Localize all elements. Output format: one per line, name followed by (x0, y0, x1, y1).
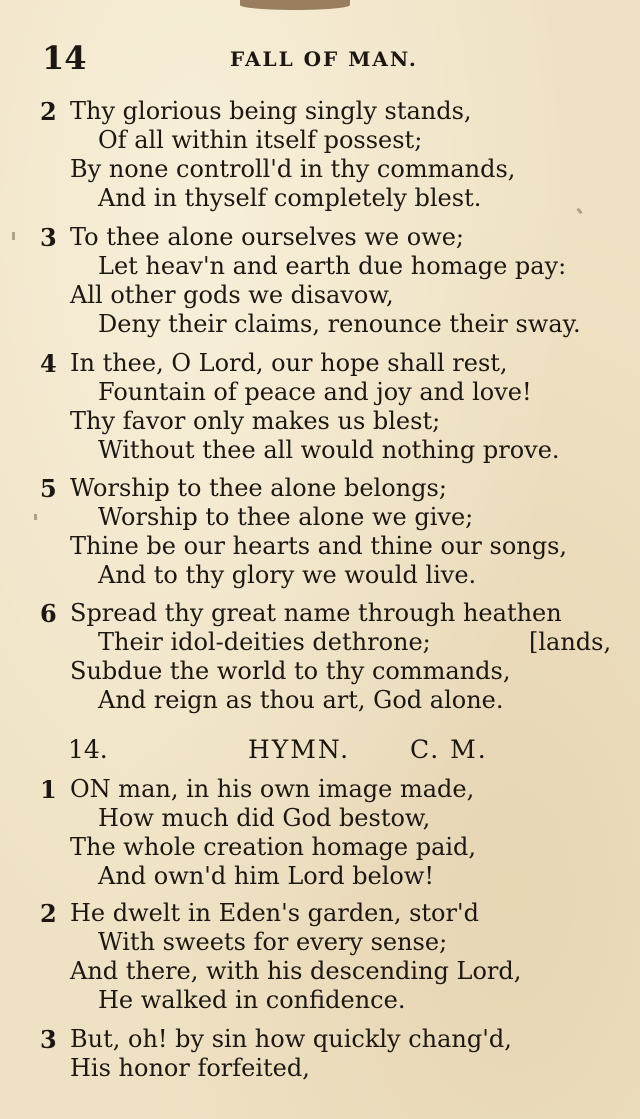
stanza-2 (40, 97, 630, 213)
verse-line: Thy favor only makes us blest; (70, 407, 441, 435)
hymn-stanza-3 (40, 1025, 630, 1083)
verse-line: In thee, O Lord, our hope shall rest, (70, 349, 508, 377)
stanza-number: 2 (40, 97, 57, 126)
verse-line: His honor forfeited, (70, 1054, 310, 1082)
verse-line: And reign as thou art, God alone. (98, 686, 504, 714)
verse-line: Thy glorious being singly stands, (70, 97, 472, 125)
paper-speck (34, 514, 37, 520)
verse-line: The whole creation homage paid, (70, 833, 477, 861)
stanza-number: 3 (40, 223, 57, 252)
verse-line: And to thy glory we would live. (98, 561, 477, 589)
stanza-6 (40, 599, 630, 715)
verse-line: Thine be our hearts and thine our songs, (70, 532, 568, 560)
stanza-number: 1 (40, 775, 57, 804)
verse-line: He walked in confidence. (98, 986, 406, 1014)
hymn-heading (0, 733, 640, 767)
verse-line: Their idol-deities dethrone; (98, 628, 431, 656)
stanza-number: 4 (40, 349, 57, 378)
stanza-number: 6 (40, 599, 57, 628)
verse-line: Fountain of peace and joy and love! (98, 378, 532, 406)
verse-line: Spread thy great name through heathen (70, 599, 562, 627)
hymn-meter: C. M. (410, 735, 488, 764)
verse-line: Without thee all would nothing prove. (98, 436, 560, 464)
turnover-bracket: [lands, (529, 628, 612, 656)
verse-line: He dwelt in Eden's garden, stor'd (70, 899, 479, 927)
stanza-number: 2 (40, 899, 57, 928)
verse-line: Subdue the world to thy commands, (70, 657, 511, 685)
stanza-number: 3 (40, 1025, 57, 1054)
verse-line: But, oh! by sin how quickly chang'd, (70, 1025, 512, 1053)
verse-line: How much did God bestow, (98, 804, 431, 832)
verse-line: Let heav'n and earth due homage pay: (98, 252, 567, 280)
verse-line: All other gods we disavow, (70, 281, 394, 309)
paper-speck (12, 232, 15, 240)
top-ornament (240, 0, 350, 10)
stanza-4 (40, 349, 630, 465)
hymn-number: 14. (68, 735, 108, 764)
verse-line: And own'd him Lord below! (98, 862, 435, 890)
hymn-stanza-2 (40, 899, 630, 1015)
verse-line: And there, with his descending Lord, (70, 957, 522, 985)
verse-line: And in thyself completely blest. (98, 184, 482, 212)
page-header (0, 38, 640, 78)
verse-line: By none controll'd in thy commands, (70, 155, 516, 183)
verse-line: ON man, in his own image made, (70, 775, 475, 803)
hymn-stanza-1 (40, 775, 630, 891)
verse-line: Worship to thee alone belongs; (70, 474, 447, 502)
verse-line: Of all within itself possest; (98, 126, 423, 154)
hymn-label: HYMN. (248, 735, 351, 764)
verse-line: Worship to thee alone we give; (98, 503, 474, 531)
verse-line: To thee alone ourselves we owe; (70, 223, 465, 251)
stanza-3 (40, 223, 630, 339)
page-number: 14 (42, 39, 87, 77)
verse-line: Deny their claims, renounce their sway. (98, 310, 581, 338)
running-title: FALL OF MAN. (230, 47, 418, 71)
verse-line: With sweets for every sense; (98, 928, 448, 956)
stanza-number: 5 (40, 474, 57, 503)
stanza-5 (40, 474, 630, 590)
